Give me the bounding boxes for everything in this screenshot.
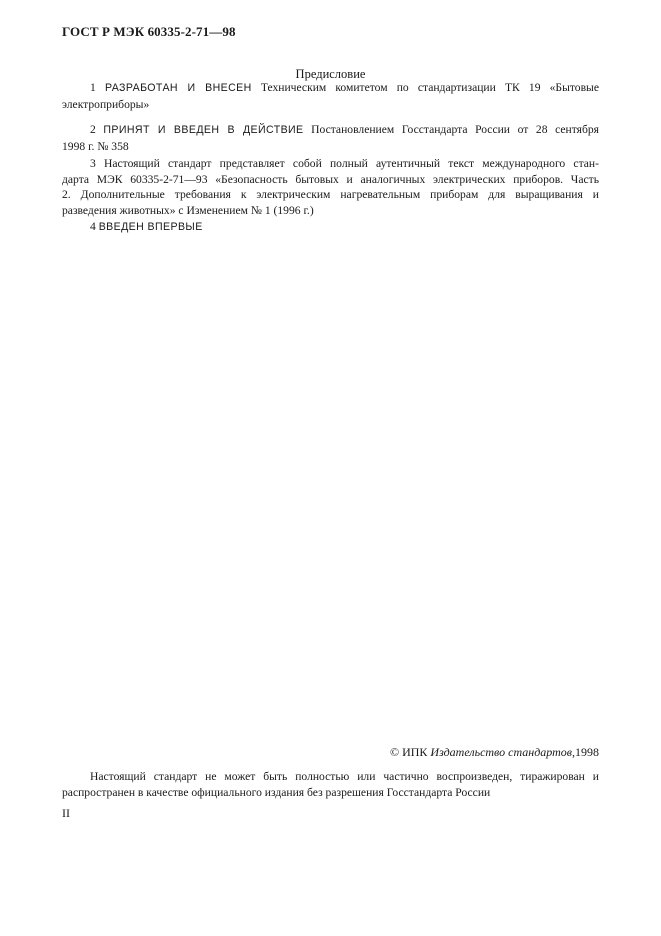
page-number: II <box>62 806 70 820</box>
paragraph-1-lead: РАЗРАБОТАН И ВНЕСЕН <box>104 82 252 94</box>
reproduction-notice <box>62 769 599 800</box>
paragraph-4-lead: ВВЕДЕН ВПЕРВЫЕ <box>98 221 203 233</box>
paragraph-2-number: 2 <box>90 123 96 136</box>
copyright-year: 1998 <box>575 745 599 759</box>
paragraph-1-line-2: электроприборы» <box>62 97 150 111</box>
copyright-symbol: © <box>389 745 400 759</box>
copyright-org: ИПК <box>402 745 428 759</box>
paragraph-2-line-1 <box>62 122 599 139</box>
paragraph-4-line-1 <box>62 219 599 236</box>
paragraph-2-text: Постановлением Госстандарта России от 28 сентября <box>311 123 599 136</box>
copyright-line <box>390 745 599 760</box>
paragraph-3-line-2: дарта МЭК 60335-2-71—93 «Безопасность бытовых и аналогичных электрических приборов. Часть <box>62 172 599 186</box>
section-title: Предисловие <box>295 67 366 81</box>
paragraph-2-lead: ПРИНЯТ И ВВЕДЕН В ДЕЙСТВИЕ <box>103 124 304 136</box>
paragraph-1-text: Техническим комитетом по стандартизации ТК 19 «Бытовые <box>260 81 599 94</box>
paragraph-4 <box>62 219 599 236</box>
paragraph-1-number: 1 <box>90 81 96 94</box>
paragraph-3-line-4: разведения животных» с Изменением № 1 (1996 г.) <box>62 203 314 217</box>
document-header: ГОСТ Р МЭК 60335-2-71—98 <box>62 24 236 39</box>
paragraph-3-number: 3 <box>90 157 96 170</box>
paragraph-3 <box>62 156 599 218</box>
paragraph-3-line-1 <box>62 156 599 172</box>
paragraph-4-number: 4 <box>90 220 96 233</box>
paragraph-2 <box>62 122 599 154</box>
copyright-publisher: Издательство стандартов, <box>430 745 575 759</box>
paragraph-3-text: Настоящий стандарт представляет собой полный аутентичный текст международного стан- <box>104 157 599 170</box>
reproduction-notice-line-1: Настоящий стандарт не может быть полностью или частично воспроизведен, тиражирован и <box>90 770 599 783</box>
paragraph-3-line-3: 2. Дополнительные требования к электрическим нагревательным приборам для выращивания и <box>62 188 599 201</box>
reproduction-notice-line-2: распространен в качестве официального издания без разрешения Госстандарта России <box>62 785 491 799</box>
paragraph-2-line-2: 1998 г. № 358 <box>62 139 129 153</box>
paragraph-1 <box>62 80 599 112</box>
paragraph-1-line-1 <box>62 80 599 97</box>
